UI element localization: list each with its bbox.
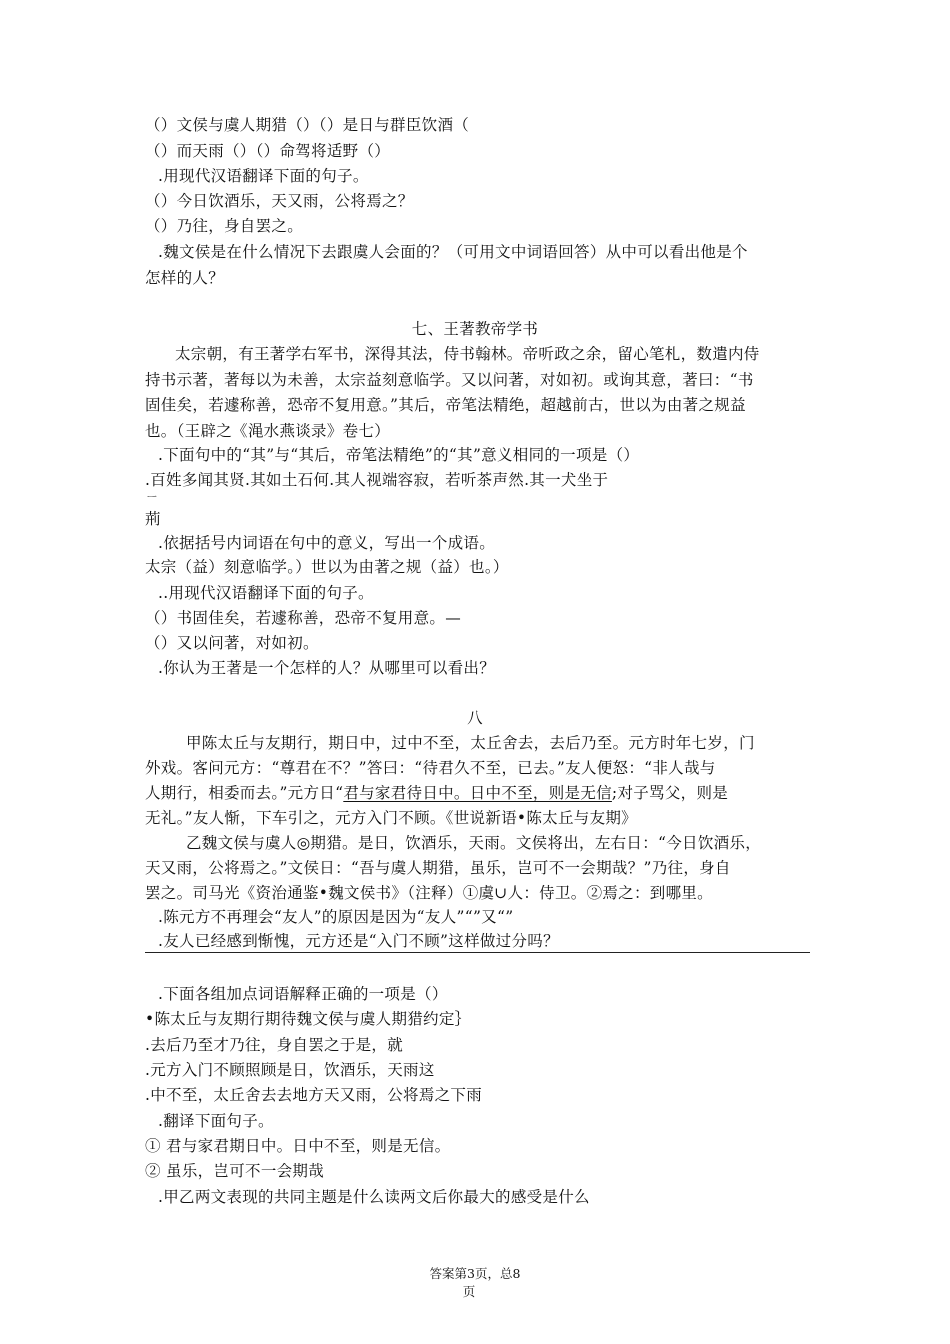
s8-q4-item-2: ② 虽乐，岂可不一会期哉 bbox=[145, 1162, 325, 1180]
s8-q4-item-1: ① 君与家君期日中。日中不至，则是无信。 bbox=[145, 1137, 451, 1155]
s7-passage-line-3: 固佳矣，若遽称善，恐帝不复用意。”其后，帝笔法精绝，超越前古，世以为由著之规益 bbox=[145, 396, 746, 414]
page-footer-line-1: 答案第3页，总8 bbox=[429, 1266, 521, 1281]
s8-passage-a-line-3 bbox=[145, 782, 728, 804]
s7-passage-line-2: 持书示著，著每以为未善，太宗益刻意临学。又以问著，对如初。或询其意，著曰：“书 bbox=[145, 371, 754, 389]
answer-line-divider bbox=[145, 952, 810, 953]
s7-q4: .你认为王著是一个怎样的人？从哪里可以看出？ bbox=[158, 659, 496, 677]
s8-passage-a-line-3-end: ;对子骂父，则是 bbox=[611, 784, 729, 802]
s8-q3: .下面各组加点词语解释正确的一项是（） bbox=[158, 985, 448, 1003]
s8-q5: .甲乙两文表现的共同主题是什么读两文后你最大的感受是什么 bbox=[158, 1188, 590, 1206]
s8-passage-a-line-2: 外戏。客问元方：“尊君在不？”答曰：“待君久不至，已去。”友人便怒：“非人哉与 bbox=[145, 759, 716, 777]
s7-q3-item-1: （）书固佳矣，若遽称善，恐帝不复用意。— bbox=[145, 609, 462, 627]
s7-glyph-main: 荊 bbox=[145, 510, 161, 528]
s8-passage-b-line-2: 天又雨，公将焉之。”文侯日：“吾与虞人期猎，虽乐，岂可不一会期哉？”乃往，身自 bbox=[145, 859, 731, 877]
s8-passage-b-line-3: 罢之。司马光《资治通鉴•魏文侯书》（注释）①虞∪人：侍卫。②焉之：到哪里。 bbox=[145, 884, 713, 902]
s6-question-line-2: （）而天雨（）（）命驾将适野（） bbox=[145, 142, 391, 160]
s8-q4: .翻译下面句子。 bbox=[158, 1112, 274, 1130]
s7-q2-items: 太宗（益）刻意临学。）世以为由著之规（益）也。） bbox=[145, 558, 509, 576]
s7-q3: ..用现代汉语翻译下面的句子。 bbox=[158, 584, 374, 602]
s8-passage-b-line-1: 乙魏文侯与虞人◎期猎。是日，饮酒乐，天雨。文侯将出，左右日：“今日饮酒乐， bbox=[186, 834, 762, 852]
s6-reason-question-line-1: .魏文侯是在什么情况下去跟虞人会面的？（可用文中词语回答）从中可以看出他是个 bbox=[158, 243, 748, 261]
s6-translate-item-2: （）乃往，身自罢之。 bbox=[145, 217, 304, 235]
s8-passage-a-line-4: 无礼。”友人惭，下车引之，元方入门不顾。《世说新语•陈太丘与友期》 bbox=[145, 809, 637, 827]
s8-underlined-sentence: 君与家君待日中。日中不至，则是无信 bbox=[343, 784, 612, 802]
s7-passage-line-1: 太宗朝，有王著学右军书，深得其法，侍书翰林。帝听政之余，留心笔札，数遣内侍 bbox=[175, 345, 760, 363]
s7-q1: .下面句中的“其”与“其后，帝笔法精绝”的“其”意义相同的一项是（） bbox=[158, 446, 640, 464]
s7-title: 七、王著教帝学书 bbox=[411, 320, 539, 338]
s8-q3-option-3: .中不至，太丘舍去去地方天又雨，公将焉之下雨 bbox=[145, 1086, 483, 1104]
s6-translate-item-1: （）今日饮酒乐，天又雨，公将焉之？ bbox=[145, 192, 414, 210]
s6-question-line-1: （）文侯与虞人期猎（）（）是日与群臣饮酒（ bbox=[145, 116, 470, 134]
s8-q3-option-2: .元方入门不顾照顾是日，饮酒乐，天雨这 bbox=[145, 1061, 435, 1079]
s7-glyph-top: ᅳ bbox=[147, 492, 157, 503]
s6-translate-question: .用现代汉语翻译下面的句子。 bbox=[158, 167, 369, 185]
s6-reason-question-line-2: 怎样的人？ bbox=[145, 269, 225, 287]
s8-passage-a-line-3-start: 人期行，相委而去。”元方日“ bbox=[145, 784, 344, 802]
s8-q3-option-0: •陈太丘与友期行期待魏文侯与虞人期猎约定｝ bbox=[145, 1010, 471, 1028]
s7-q2: .依据括号内词语在句中的意义，写出一个成语。 bbox=[158, 534, 496, 552]
s7-q3-item-2: （）又以问著，对如初。 bbox=[145, 634, 319, 652]
s8-title: 八 bbox=[467, 709, 483, 727]
s8-passage-a-line-1: 甲陈太丘与友期行，期日中，过中不至，太丘舍去，去后乃至。元方时年七岁，门 bbox=[186, 734, 755, 752]
s7-passage-line-4: 也。（王辟之《渑水燕谈录》卷七） bbox=[145, 422, 391, 440]
s7-q1-options: .百姓多闻其贤.其如土石何.其人视端容寂，若听茶声然.其一犬坐于 bbox=[145, 471, 609, 489]
s8-q2: .友人已经感到惭愧，元方还是“入门不顾”这样做过分吗？ bbox=[158, 932, 559, 950]
s8-q3-option-1: .去后乃至才乃往，身自罢之于是，就 bbox=[145, 1036, 404, 1054]
page-footer-line-2: 页 bbox=[462, 1284, 476, 1299]
s8-q1: .陈元方不再理会“友人”的原因是因为“友人”“”又“” bbox=[158, 908, 514, 926]
